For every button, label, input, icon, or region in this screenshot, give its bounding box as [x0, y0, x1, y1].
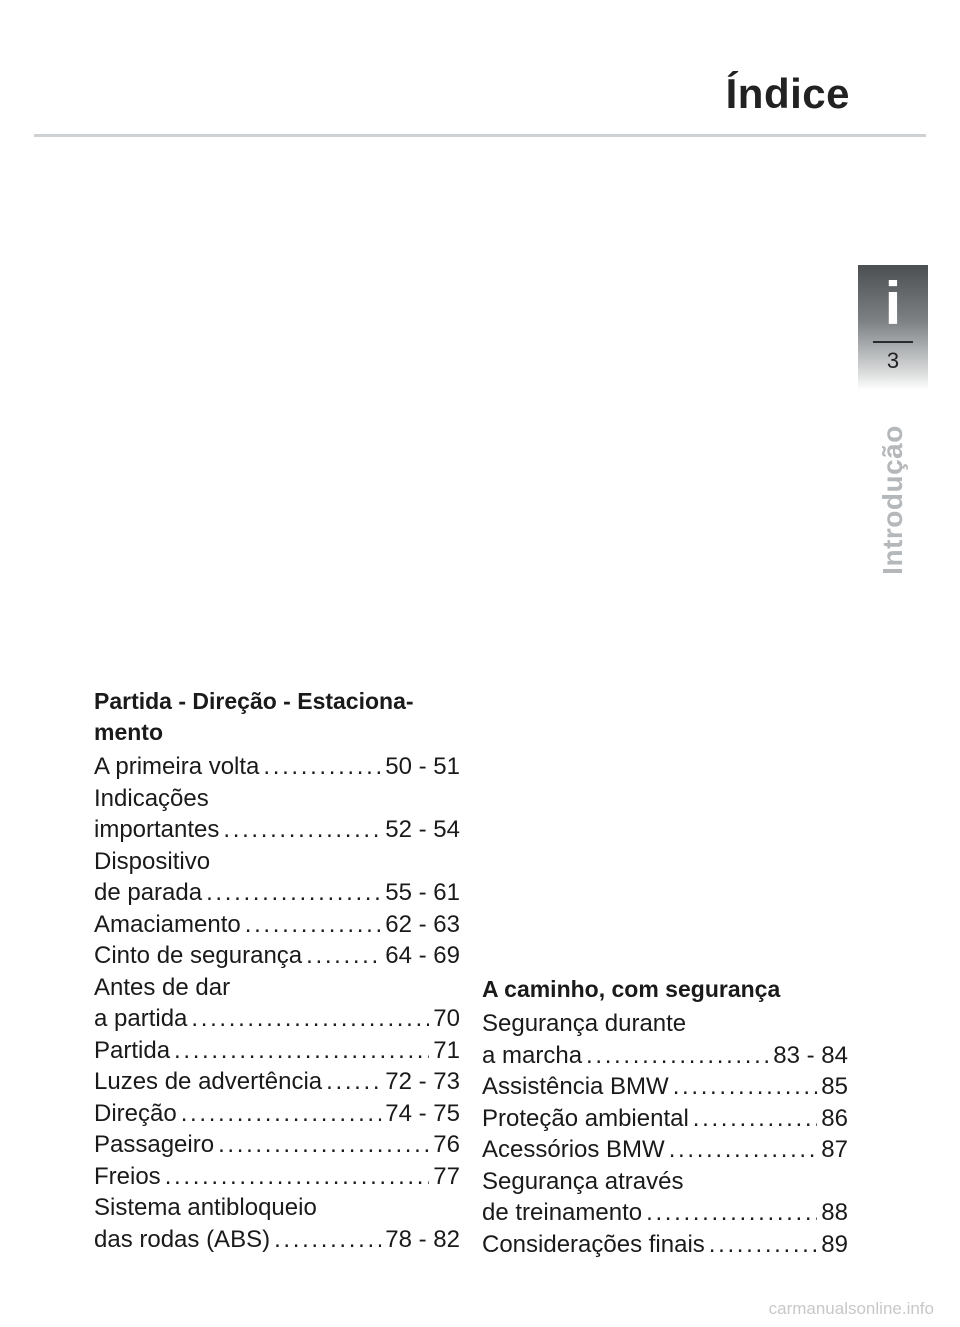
- toc-entry[interactable]: [94, 1098, 460, 1130]
- toc-heading-line: mento: [94, 719, 163, 745]
- toc-entries: [482, 1008, 848, 1260]
- toc-entry[interactable]: [94, 1129, 460, 1161]
- toc-entry-label: a marcha: [482, 1041, 583, 1069]
- toc-entry[interactable]: [94, 751, 460, 783]
- title-divider: [34, 134, 926, 137]
- toc-entry[interactable]: [94, 783, 460, 846]
- toc-entry-label: de parada: [94, 879, 203, 906]
- toc-entries: [94, 751, 460, 1255]
- page-number: 3: [886, 348, 900, 373]
- toc-page-ref: 78 - 82: [385, 1225, 460, 1253]
- toc-entry-label: Proteção ambiental: [482, 1104, 689, 1132]
- toc-entry-row: [482, 1071, 848, 1103]
- toc-page-ref: 86: [821, 1104, 848, 1132]
- toc-entry-row: [94, 1098, 460, 1130]
- toc-dot-leader: [306, 940, 381, 972]
- toc-entry[interactable]: [94, 1192, 460, 1255]
- section-label-container: [848, 420, 938, 580]
- chapter-letter: i: [884, 270, 902, 337]
- toc-entry[interactable]: [94, 1161, 460, 1193]
- toc-right-column: [482, 974, 848, 1260]
- toc-page-ref: 64 - 69: [385, 942, 460, 969]
- toc-entry-label: Considerações finais: [482, 1230, 705, 1258]
- toc-entry-label: Luzes de advertência: [94, 1068, 323, 1095]
- toc-entry-row: [94, 909, 460, 941]
- toc-entry-label: A primeira volta: [94, 753, 260, 780]
- toc-dot-leader: [586, 1040, 769, 1072]
- toc-entry-text: Dispositivo: [94, 847, 211, 875]
- toc-page-ref: 77: [433, 1162, 460, 1190]
- toc-entry-row: [482, 1197, 848, 1229]
- toc-page-ref: 55 - 61: [385, 879, 460, 906]
- toc-entry-row: [94, 1035, 460, 1067]
- toc-dot-leader: [223, 814, 381, 846]
- toc-entry-label: Assistência BMW: [482, 1073, 669, 1100]
- toc-dot-leader: [693, 1103, 818, 1135]
- toc-entry[interactable]: [94, 1066, 460, 1098]
- toc-page-ref: 76: [433, 1131, 460, 1158]
- toc-page-ref: 71: [433, 1036, 460, 1064]
- toc-page-ref: 89: [821, 1230, 848, 1258]
- toc-entry-row: [94, 751, 460, 783]
- toc-entry-row: [94, 1066, 460, 1098]
- toc-page-ref: 74 - 75: [385, 1099, 460, 1127]
- toc-entry-row: [94, 1224, 460, 1256]
- toc-page-ref: 83 - 84: [773, 1041, 848, 1069]
- toc-entry[interactable]: [482, 1229, 848, 1261]
- toc-entry[interactable]: [94, 909, 460, 941]
- toc-page-ref: 70: [433, 1005, 460, 1032]
- toc-page-ref: 88: [821, 1199, 848, 1226]
- toc-dot-leader: [165, 1161, 430, 1193]
- toc-entry-text: Indicações: [94, 784, 209, 812]
- toc-entry-text: Antes de dar: [94, 973, 231, 1001]
- toc-entry-label: Acessórios BMW: [482, 1136, 665, 1163]
- toc-dot-leader: [218, 1129, 429, 1161]
- toc-entry-row: [94, 877, 460, 909]
- toc-page-ref: 87: [821, 1136, 848, 1163]
- page-title: Índice: [725, 70, 850, 117]
- toc-entry-label: das rodas (ABS): [94, 1225, 271, 1253]
- toc-entry[interactable]: [482, 1166, 848, 1229]
- toc-dot-leader: [274, 1224, 381, 1256]
- toc-entry-row: [94, 814, 460, 846]
- toc-dot-leader: [181, 1098, 382, 1130]
- toc-entry-label: Direção: [94, 1099, 177, 1127]
- toc-page-ref: 72 - 73: [385, 1068, 460, 1095]
- toc-page-ref: 85: [821, 1073, 848, 1100]
- toc-heading-line: Partida - Direção - Estaciona-: [94, 688, 414, 714]
- toc-dot-leader: [669, 1134, 818, 1166]
- toc-entry[interactable]: [482, 1103, 848, 1135]
- toc-entry-row: [482, 1040, 848, 1072]
- toc-entry-label: a partida: [94, 1005, 188, 1032]
- toc-section-heading: [94, 686, 460, 748]
- toc-entry-text: Sistema antibloqueio: [94, 1194, 317, 1221]
- toc-entry-text: Segurança durante: [482, 1010, 687, 1037]
- watermark: carmanualsonline.info: [768, 1299, 934, 1318]
- toc-entry-row: [482, 1134, 848, 1166]
- toc-entry[interactable]: [482, 1071, 848, 1103]
- toc-entry[interactable]: [94, 846, 460, 909]
- toc-left-column: [94, 686, 460, 1255]
- toc-entry-row: [94, 940, 460, 972]
- toc-page-ref: 50 - 51: [385, 753, 460, 780]
- chapter-tab: [858, 265, 928, 390]
- toc-entry-row: [482, 1229, 848, 1261]
- toc-dot-leader: [245, 909, 382, 941]
- toc-dot-leader: [263, 751, 381, 783]
- toc-dot-leader: [206, 877, 381, 909]
- toc-entry[interactable]: [94, 940, 460, 972]
- toc-entry-label: Passageiro: [94, 1131, 215, 1158]
- toc-entry-label: de treinamento: [482, 1199, 643, 1226]
- toc-entry-text: Segurança através: [482, 1167, 684, 1195]
- toc-dot-leader: [673, 1071, 818, 1103]
- toc-entry[interactable]: [482, 1008, 848, 1071]
- toc-dot-leader: [191, 1003, 429, 1035]
- toc-dot-leader: [646, 1197, 817, 1229]
- toc-entry-label: Cinto de segurança: [94, 942, 303, 969]
- toc-entry[interactable]: [94, 972, 460, 1035]
- toc-entry-row: [94, 1003, 460, 1035]
- toc-section-heading: A caminho, com segurança: [482, 976, 781, 1002]
- toc-entry-row: [94, 1161, 460, 1193]
- toc-page-ref: 62 - 63: [385, 910, 460, 938]
- toc-entry-label: importantes: [94, 816, 220, 843]
- toc-page-ref: 52 - 54: [385, 816, 460, 843]
- toc-entry-label: Amaciamento: [94, 910, 241, 938]
- chapter-tab-divider: [873, 341, 913, 343]
- toc-entry-row: [482, 1103, 848, 1135]
- toc-entry-label: Freios: [94, 1162, 161, 1190]
- section-label: Introdução: [877, 425, 908, 575]
- toc-entry-label: Partida: [94, 1036, 171, 1064]
- toc-entry[interactable]: [94, 1035, 460, 1067]
- toc-dot-leader: [174, 1035, 429, 1067]
- toc-dot-leader: [326, 1066, 381, 1098]
- toc-entry-row: [94, 1129, 460, 1161]
- toc-entry[interactable]: [482, 1134, 848, 1166]
- toc-dot-leader: [709, 1229, 818, 1261]
